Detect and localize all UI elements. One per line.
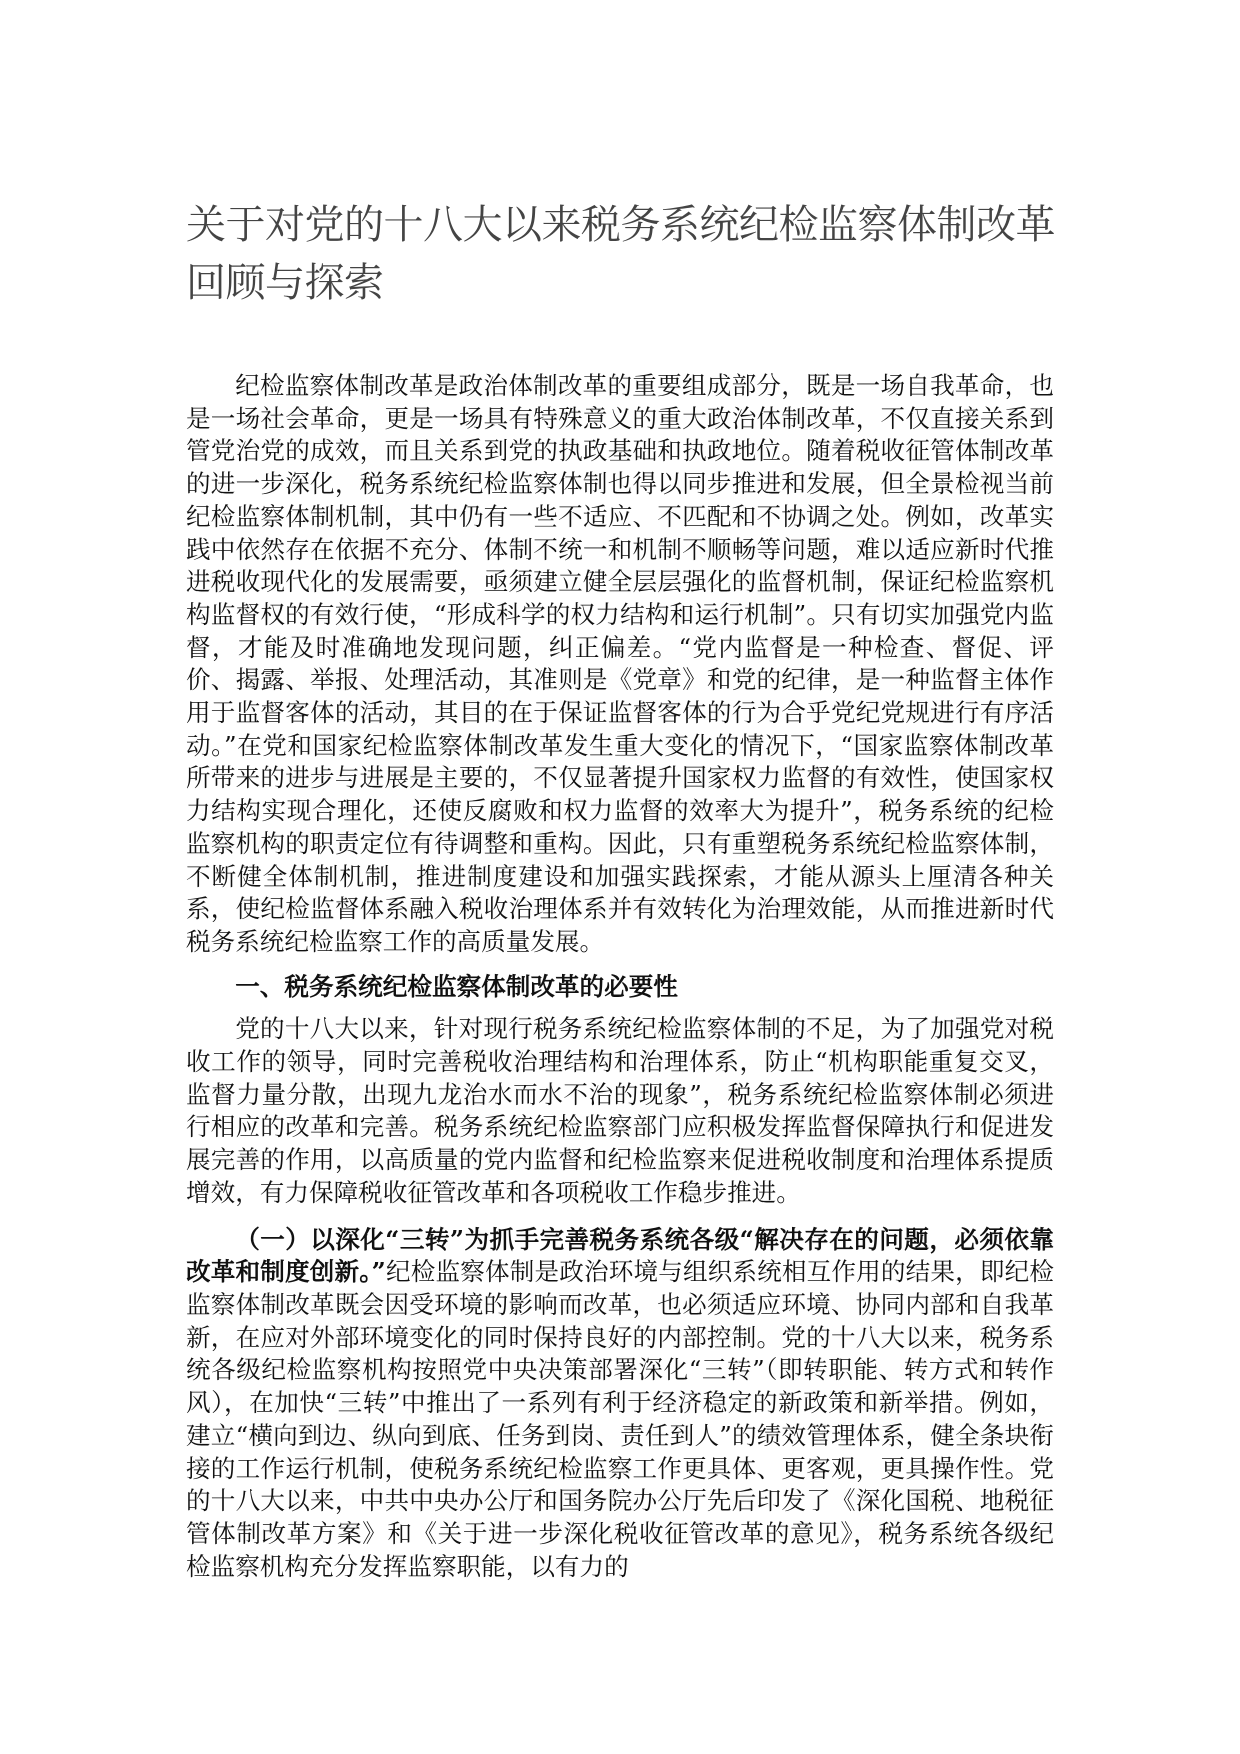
subsection-heading: （一）以深化“三转”为抓手完善税务系统各级“解决存在的问题，必须依靠改革和制度创新。” bbox=[186, 1224, 1054, 1287]
section-paragraph: 党的十八大以来，针对现行税务系统纪检监察体制的不足，为了加强党对税收工作的领导，同时完善税收治理结构和治理体系，防止“机构职能重复交叉，监督力量分散，出现九龙治水而水不治的现象”，税务系统纪检监察体制必须进行相应的改革和完善。税务系统纪检监察部门应积极发挥监督保障执行和促进发展完善的作用，以高质量的党内监督和纪检监察来促进税收制度和治理体系提质增效，有力保障税收征管改革和各项税收工作稳步推进。 bbox=[186, 1014, 1054, 1207]
document-body bbox=[186, 370, 1054, 1583]
intro-paragraph: 纪检监察体制改革是政治体制改革的重要组成部分，既是一场自我革命，也是一场社会革命，更是一场具有特殊意义的重大政治体制改革，不仅直接关系到管党治党的成效，而且关系到党的执政基础和执政地位。随着税收征管体制改革的进一步深化，税务系统纪检监察体制也得以同步推进和发展，但全景检视当前纪检监察体制机制，其中仍有一些不适应、不匹配和不协调之处。例如，改革实践中依然存在依据不充分、体制不统一和机制不顺畅等问题，难以适应新时代推进税收现代化的发展需要，亟须建立健全层层强化的监督机制，保证纪检监察机构监督权的有效行使，“形成科学的权力结构和运行机制”。只有切实加强党内监督，才能及时准确地发现问题，纠正偏差。“党内监督是一种检查、督促、评价、揭露、举报、处理活动，其准则是《党章》和党的纪律，是一种监督主体作用于监督客体的活动，其目的在于保证监督客体的行为合乎党纪党规进行有序活动。”在党和国家纪检监察体制改革发生重大变化的情况下，“国家监察体制改革所带来的进步与进展是主要的，不仅显著提升国家权力监督的有效性，使国家权力结构实现合理化，还使反腐败和权力监督的效率大为提升”，税务系统的纪检监察机构的职责定位有待调整和重构。因此，只有重塑税务系统纪检监察体制，不断健全体制机制，推进制度建设和加强实践探索，才能从源头上厘清各种关系，使纪检监督体系融入税收治理体系并有效转化为治理效能，从而推进新时代税务系统纪检监察工作的高质量发展。 bbox=[186, 371, 1054, 956]
document-title: 关于对党的十八大以来税务系统纪检监察体制改革回顾与探索 bbox=[186, 202, 1055, 306]
subsection-paragraph bbox=[186, 1224, 1054, 1584]
section-heading: 一、税务系统纪检监察体制改革的必要性 bbox=[235, 971, 678, 1001]
subsection-text: 纪检监察体制是政治环境与组织系统相互作用的结果，即纪检监察体制改革既会因受环境的影响而改革，也必须适应环境、协同内部和自我革新，在应对外部环境变化的同时保持良好的内部控制。党的十八大以来，税务系统各级纪检监察机构按照党中央决策部署深化“三转”（即转职能、转方式和转作风），在加快“三转”中推出了一系列有利于经济稳定的新政策和新举措。例如，建立“横向到边、纵向到底、任务到岗、责任到人”的绩效管理体系，健全条块衔接的工作运行机制，使税务系统纪检监察工作更具体、更客观，更具操作性。党的十八大以来，中共中央办公厅和国务院办公厅先后印发了《深化国税、地税征管体制改革方案》和《关于进一步深化税收征管改革的意见》，税务系统各级纪检监察机构充分发挥监察职能，以有力的 bbox=[186, 1257, 1054, 1581]
